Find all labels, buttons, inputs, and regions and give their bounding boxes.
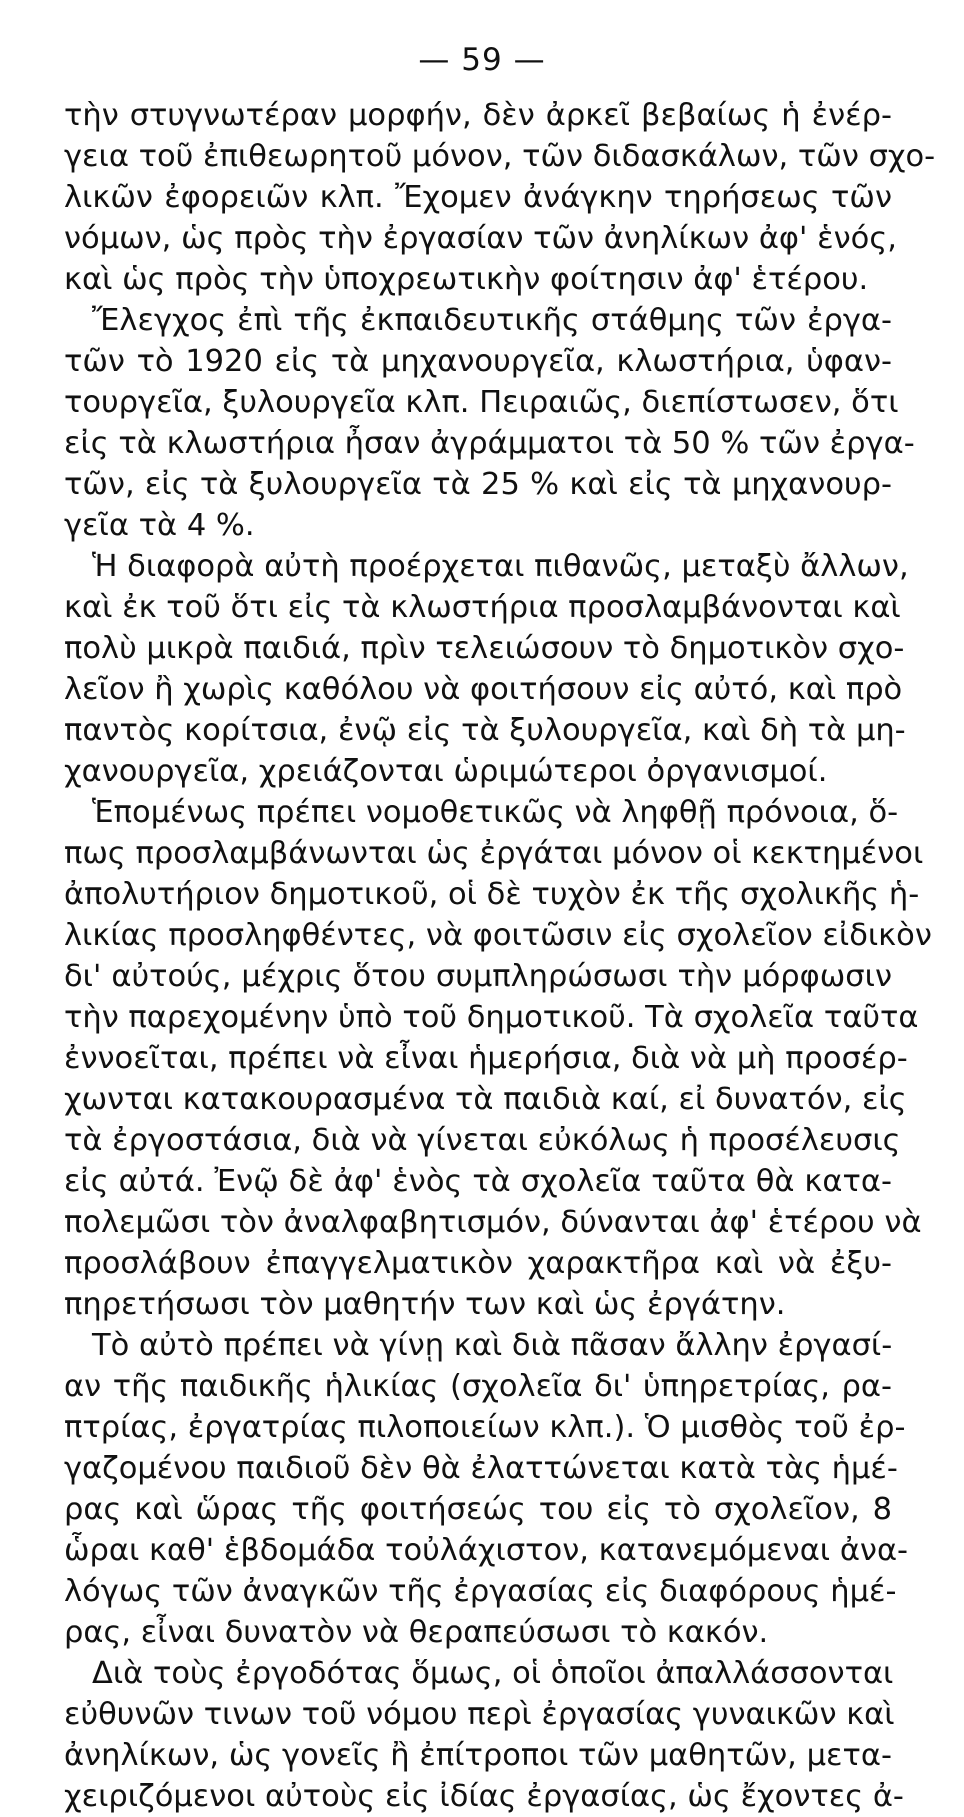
text-line: λικῶν ἐφορειῶν κλπ. Ἔχομεν ἀνάγκην τηρήσεως τῶν bbox=[64, 180, 892, 215]
text-line: γεια τοῦ ἐπιθεωρητοῦ μόνον, τῶν διδασκάλων, τῶν σχο- bbox=[64, 139, 936, 174]
text-line: πολεμῶσι τὸν ἀναλφαβητισμόν, δύνανται ἀφ' ἑτέρου νὰ bbox=[64, 1205, 922, 1240]
text-line: παντὸς κορίτσια, ἐνῷ εἰς τὰ ξυλουργεῖα, καὶ δὴ τὰ μη- bbox=[64, 713, 906, 748]
body-text bbox=[64, 95, 936, 1817]
text-line: αν τῆς παιδικῆς ἡλικίας (σχολεῖα δι' ὑπηρετρίας, ρα- bbox=[64, 1369, 892, 1404]
text-line: χειριζόμενοι αὐτοὺς εἰς ἰδίας ἐργασίας, ὡς ἔχοντες ἀ- bbox=[64, 1779, 904, 1814]
text-line: εὐθυνῶν τινων τοῦ νόμου περὶ ἐργασίας γυναικῶν καὶ bbox=[64, 1697, 895, 1732]
text-line: πολὺ μικρὰ παιδιά, πρὶν τελειώσουν τὸ δημοτικὸν σχο- bbox=[64, 631, 905, 666]
text-line: τὴν στυγνωτέραν μορφήν, δὲν ἀρκεῖ βεβαίως ἡ ἐνέρ- bbox=[64, 98, 892, 133]
text-line: εἰς αὐτά. Ἐνῷ δὲ ἀφ' ἑνὸς τὰ σχολεῖα ταῦτα θὰ κατα- bbox=[64, 1164, 892, 1199]
text-line: νόμων, ὡς πρὸς τὴν ἐργασίαν τῶν ἀνηλίκων ἀφ' ἑνός, bbox=[64, 221, 897, 256]
text-line: πηρετήσωσι τὸν μαθητήν των καὶ ὡς ἐργάτην. bbox=[64, 1287, 786, 1322]
text-line: καὶ ὡς πρὸς τὴν ὑποχρεωτικὴν φοίτησιν ἀφ' ἑτέρου. bbox=[64, 262, 869, 297]
text-line: τουργεῖα, ξυλουργεῖα κλπ. Πειραιῶς, διεπίστωσεν, ὅτι bbox=[64, 385, 899, 420]
text-line: γεῖα τὰ 4 %. bbox=[64, 508, 255, 543]
text-line: χανουργεῖα, χρειάζονται ὡριμώτεροι ὀργανισμοί. bbox=[64, 754, 828, 789]
page-number: — 59 — bbox=[418, 42, 546, 78]
text-line: Ἔλεγχος ἐπὶ τῆς ἐκπαιδευτικῆς στάθμης τῶν ἐργα- bbox=[92, 303, 892, 338]
text-line: δι' αὐτούς, μέχρις ὅτου συμπληρώσωσι τὴν μόρφωσιν bbox=[64, 959, 892, 994]
text-line: εἰς τὰ κλωστήρια ἦσαν ἀγράμματοι τὰ 50 % τῶν ἐργα- bbox=[64, 426, 915, 461]
text-line: γαζομένου παιδιοῦ δὲν θὰ ἐλαττώνεται κατὰ τὰς ἡμέ- bbox=[64, 1451, 898, 1486]
text-line: ἐννοεῖται, πρέπει νὰ εἶναι ἡμερήσια, διὰ νὰ μὴ προσέρ- bbox=[64, 1041, 908, 1076]
text-line: ρας καὶ ὥρας τῆς φοιτήσεώς του εἰς τὸ σχολεῖον, 8 bbox=[64, 1492, 892, 1527]
text-line: ὧραι καθ' ἑβδομάδα τοὐλάχιστον, κατανεμόμεναι ἀνα- bbox=[64, 1533, 909, 1568]
text-line: λεῖον ἢ χωρὶς καθόλου νὰ φοιτήσουν εἰς αὐτό, καὶ πρὸ bbox=[64, 672, 903, 707]
text-line: ρας, εἶναι δυνατὸν νὰ θεραπεύσωσι τὸ κακόν. bbox=[64, 1615, 769, 1650]
text-line: προσλάβουν ἐπαγγελματικὸν χαρακτῆρα καὶ νὰ ἐξυ- bbox=[64, 1246, 892, 1281]
text-line: πως προσλαμβάνωνται ὡς ἐργάται μόνον οἱ κεκτημένοι bbox=[64, 836, 924, 871]
text-line: τῶν τὸ 1920 εἰς τὰ μηχανουργεῖα, κλωστήρια, ὑφαν- bbox=[64, 344, 892, 379]
text-line: τὰ ἐργοστάσια, διὰ νὰ γίνεται εὐκόλως ἡ προσέλευσις bbox=[64, 1123, 901, 1158]
text-line: Διὰ τοὺς ἐργοδότας ὅμως, οἱ ὁποῖοι ἀπαλλάσσονται bbox=[92, 1656, 894, 1691]
text-line: λόγως τῶν ἀναγκῶν τῆς ἐργασίας εἰς διαφόρους ἡμέ- bbox=[64, 1574, 897, 1609]
text-line: ἀνηλίκων, ὡς γονεῖς ἢ ἐπίτροποι τῶν μαθητῶν, μετα- bbox=[64, 1738, 892, 1773]
text-line: Ἡ διαφορὰ αὐτὴ προέρχεται πιθανῶς, μεταξὺ ἄλλων, bbox=[92, 549, 909, 584]
text-line: λικίας προσληφθέντες, νὰ φοιτῶσιν εἰς σχολεῖον εἰδικὸν bbox=[64, 918, 932, 953]
text-line: τὴν παρεχομένην ὑπὸ τοῦ δημοτικοῦ. Τὰ σχολεῖα ταῦτα bbox=[64, 1000, 919, 1035]
text-line: Ἑπομένως πρέπει νομοθετικῶς νὰ ληφθῇ πρόνοια, ὅ- bbox=[92, 795, 899, 830]
text-line: καὶ ἐκ τοῦ ὅτι εἰς τὰ κλωστήρια προσλαμβάνονται καὶ bbox=[64, 590, 901, 625]
text-line: χωνται κατακουρασμένα τὰ παιδιὰ καί, εἰ δυνατόν, εἰς bbox=[64, 1082, 907, 1117]
text-line: πτρίας, ἐργατρίας πιλοποιείων κλπ.). Ὁ μισθὸς τοῦ ἐρ- bbox=[64, 1410, 906, 1445]
text-line: τῶν, εἰς τὰ ξυλουργεῖα τὰ 25 % καὶ εἰς τὰ μηχανουρ- bbox=[64, 467, 892, 502]
text-line: Τὸ αὐτὸ πρέπει νὰ γίνῃ καὶ διὰ πᾶσαν ἄλλην ἐργασί- bbox=[92, 1328, 893, 1363]
text-line: ἀπολυτήριον δημοτικοῦ, οἱ δὲ τυχὸν ἐκ τῆς σχολικῆς ἡ- bbox=[64, 877, 920, 912]
